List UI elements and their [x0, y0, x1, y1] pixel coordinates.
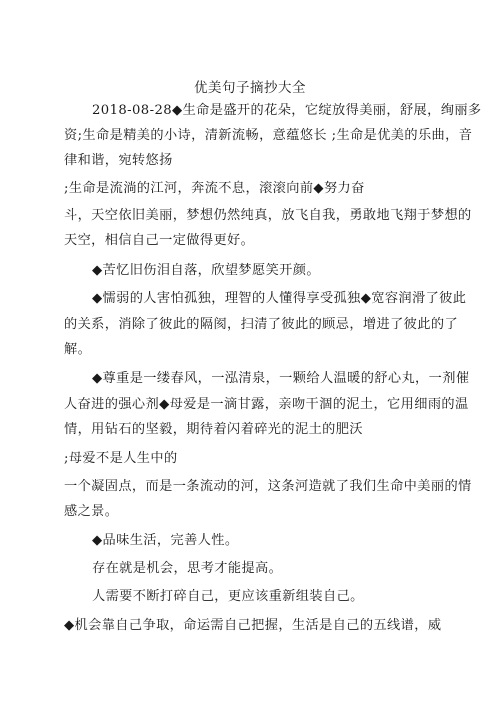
text-line: 存在就是机会，思考才能提高。	[92, 561, 283, 576]
text-line: ◆机会靠自己争取，命运需自己把握，生活是自己的五线谱，威	[64, 618, 442, 633]
text-line: 资;生命是精美的小诗，清新流畅，意蕴悠长 ;生命是优美的乐曲，音	[64, 128, 473, 143]
text-line: 一个凝固点，而是一条流动的河，这条河造就了我们生命中美丽的情	[64, 479, 472, 494]
text-line: ◆品味生活，完善人性。	[92, 533, 239, 548]
text-line: 斗，天空依旧美丽，梦想仍然纯真，放飞自我，勇敢地飞翔于梦想的	[64, 208, 472, 223]
text-line: ;母爱不是人生中的	[64, 451, 178, 466]
document-title: 优美句子摘抄大全	[194, 80, 306, 96]
text-line: ;生命是流淌的江河，奔流不息，滚滚向前◆努力奋	[64, 181, 365, 196]
text-line: 感之景。	[64, 504, 119, 519]
text-line: 的关系，消除了彼此的隔阂，扫清了彼此的顾忌，增进了彼此的了	[64, 317, 459, 332]
text-line: ◆苦忆旧伤泪自落，欣望梦愿笑开颜。	[92, 263, 320, 278]
text-line: 天空，相信自己一定做得更好。	[64, 233, 255, 248]
text-line: 人奋进的强心剂◆母爱是一滴甘露，亲吻干涸的泥土，它用细雨的温	[64, 397, 469, 412]
text-line: ◆尊重是一缕春风，一泓清泉，一颗给人温暖的舒心丸，一剂催	[92, 371, 470, 386]
text-line: ◆懦弱的人害怕孤独，理智的人懂得享受孤独◆宽容润滑了彼此	[92, 291, 467, 306]
text-line: 人需要不断打碎自己，更应该重新组装自己。	[92, 589, 364, 604]
text-line: 解。	[64, 342, 92, 357]
text-line: 律和谐，宛转悠扬	[64, 153, 173, 168]
text-line: 情，用钻石的坚毅，期待着闪着碎光的泥土的肥沃	[64, 422, 363, 437]
text-line: 2018-08-28◆生命是盛开的花朵，它绽放得美丽，舒展，绚丽多	[92, 103, 482, 118]
